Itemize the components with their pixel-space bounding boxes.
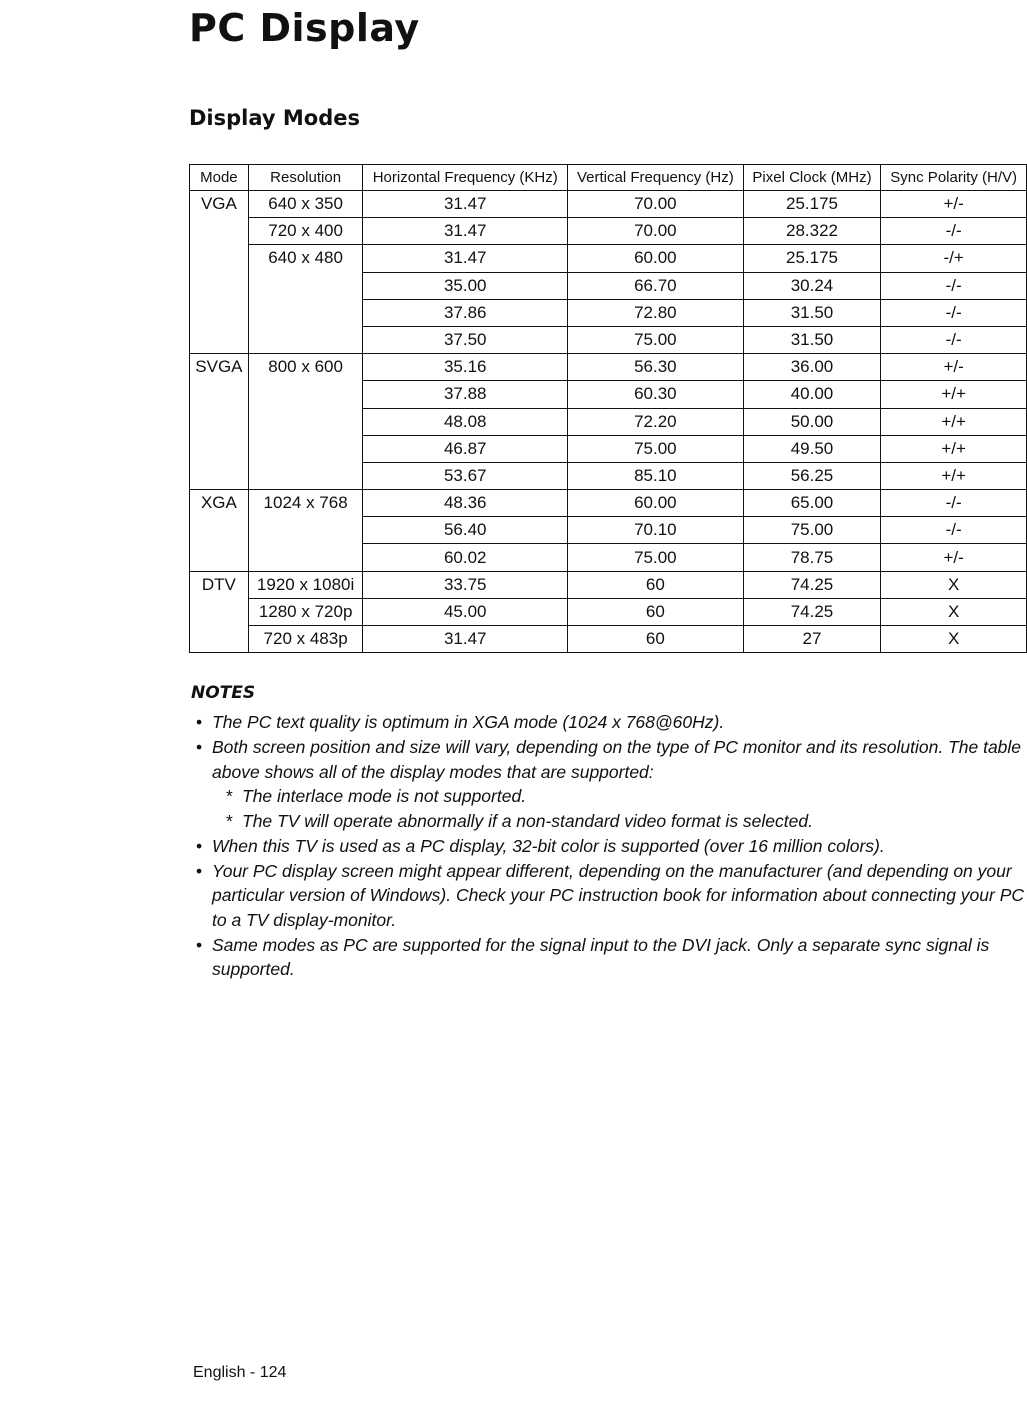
h-freq-cell: 37.50 <box>363 326 568 353</box>
sync-polarity-cell: +/- <box>881 191 1027 218</box>
header-horizontal-frequency: Horizontal Frequency (KHz) <box>363 165 568 191</box>
h-freq-cell: 35.00 <box>363 272 568 299</box>
sync-polarity-cell: -/+ <box>881 245 1027 272</box>
table-row <box>190 571 1027 598</box>
sync-polarity-cell: -/- <box>881 326 1027 353</box>
note-text: When this TV is used as a PC display, 32-bit color is supported (over 16 million colors). <box>212 835 885 856</box>
table-row <box>190 354 1027 381</box>
v-freq-cell: 75.00 <box>568 326 744 353</box>
v-freq-cell: 70.10 <box>568 517 744 544</box>
resolution-cell: 1024 x 768 <box>248 490 363 572</box>
note-subitem <box>226 809 1026 834</box>
pixel-clock-cell: 40.00 <box>743 381 881 408</box>
h-freq-cell: 46.87 <box>363 435 568 462</box>
sync-polarity-cell: -/- <box>881 272 1027 299</box>
mode-cell: XGA <box>190 490 249 572</box>
v-freq-cell: 60 <box>568 571 744 598</box>
header-pixel-clock: Pixel Clock (MHz) <box>743 165 881 191</box>
notes-list <box>196 710 1026 982</box>
sync-polarity-cell: +/+ <box>881 408 1027 435</box>
pixel-clock-cell: 49.50 <box>743 435 881 462</box>
pixel-clock-cell: 31.50 <box>743 326 881 353</box>
resolution-cell: 800 x 600 <box>248 354 363 490</box>
note-text: Same modes as PC are supported for the signal input to the DVI jack. Only a separate sync signal is supported. <box>212 934 990 979</box>
h-freq-cell: 60.02 <box>363 544 568 571</box>
v-freq-cell: 60.00 <box>568 490 744 517</box>
resolution-cell: 640 x 480 <box>248 245 363 354</box>
resolution-cell: 720 x 483p <box>248 626 363 653</box>
note-text: The PC text quality is optimum in XGA mode (1024 x 768@60Hz). <box>212 712 725 732</box>
pixel-clock-cell: 30.24 <box>743 272 881 299</box>
h-freq-cell: 31.47 <box>363 218 568 245</box>
sync-polarity-cell: -/- <box>881 490 1027 517</box>
page-title: PC Display <box>189 6 420 50</box>
note-item <box>196 933 1026 982</box>
sync-polarity-cell: -/- <box>881 517 1027 544</box>
pixel-clock-cell: 36.00 <box>743 354 881 381</box>
note-subitem <box>226 784 1026 809</box>
table-row <box>190 245 1027 272</box>
sync-polarity-cell: X <box>881 626 1027 653</box>
h-freq-cell: 45.00 <box>363 598 568 625</box>
section-title: Display Modes <box>189 106 360 130</box>
table-row <box>190 490 1027 517</box>
resolution-cell: 720 x 400 <box>248 218 363 245</box>
h-freq-cell: 37.86 <box>363 299 568 326</box>
note-text: Both screen position and size will vary, depending on the type of PC monitor and its resolution. The table above shows all of the display modes that are supported: <box>212 737 1022 782</box>
sync-polarity-cell: -/- <box>881 218 1027 245</box>
header-vertical-frequency: Vertical Frequency (Hz) <box>568 165 744 191</box>
sync-polarity-cell: X <box>881 571 1027 598</box>
header-sync-polarity: Sync Polarity (H/V) <box>881 165 1027 191</box>
note-sublist <box>212 784 1026 833</box>
notes-heading: NOTES <box>191 683 256 703</box>
v-freq-cell: 60 <box>568 598 744 625</box>
table-row <box>190 218 1027 245</box>
pixel-clock-cell: 28.322 <box>743 218 881 245</box>
h-freq-cell: 48.36 <box>363 490 568 517</box>
h-freq-cell: 48.08 <box>363 408 568 435</box>
pixel-clock-cell: 56.25 <box>743 462 881 489</box>
note-item <box>196 710 1026 735</box>
note-subitem-text: The TV will operate abnormally if a non-standard video format is selected. <box>242 810 813 831</box>
pixel-clock-cell: 50.00 <box>743 408 881 435</box>
h-freq-cell: 33.75 <box>363 571 568 598</box>
pixel-clock-cell: 25.175 <box>743 245 881 272</box>
v-freq-cell: 75.00 <box>568 544 744 571</box>
sync-polarity-cell: +/- <box>881 544 1027 571</box>
mode-cell: DTV <box>190 571 249 653</box>
note-item <box>196 735 1026 833</box>
v-freq-cell: 60.30 <box>568 381 744 408</box>
sync-polarity-cell: +/+ <box>881 381 1027 408</box>
resolution-cell: 1920 x 1080i <box>248 571 363 598</box>
v-freq-cell: 75.00 <box>568 435 744 462</box>
display-modes-table <box>189 164 1027 653</box>
header-mode: Mode <box>190 165 249 191</box>
v-freq-cell: 85.10 <box>568 462 744 489</box>
sync-polarity-cell: +/+ <box>881 435 1027 462</box>
pixel-clock-cell: 27 <box>743 626 881 653</box>
note-text: Your PC display screen might appear different, depending on the manufacturer (and depending on your particular version of Windows). Check your PC instruction book for information about connecting your PC to a TV display-monitor. <box>212 860 1025 930</box>
h-freq-cell: 56.40 <box>363 517 568 544</box>
v-freq-cell: 60.00 <box>568 245 744 272</box>
h-freq-cell: 35.16 <box>363 354 568 381</box>
pixel-clock-cell: 31.50 <box>743 299 881 326</box>
table-header-row <box>190 165 1027 191</box>
resolution-cell: 1280 x 720p <box>248 598 363 625</box>
mode-cell: VGA <box>190 191 249 354</box>
v-freq-cell: 70.00 <box>568 191 744 218</box>
note-item <box>196 859 1026 933</box>
pixel-clock-cell: 74.25 <box>743 598 881 625</box>
table-row <box>190 598 1027 625</box>
resolution-cell: 640 x 350 <box>248 191 363 218</box>
table-row <box>190 626 1027 653</box>
pixel-clock-cell: 78.75 <box>743 544 881 571</box>
page-footer: English - 124 <box>193 1364 287 1381</box>
mode-cell: SVGA <box>190 354 249 490</box>
sync-polarity-cell: +/+ <box>881 462 1027 489</box>
sync-polarity-cell: -/- <box>881 299 1027 326</box>
h-freq-cell: 31.47 <box>363 191 568 218</box>
pixel-clock-cell: 75.00 <box>743 517 881 544</box>
h-freq-cell: 37.88 <box>363 381 568 408</box>
pixel-clock-cell: 74.25 <box>743 571 881 598</box>
header-resolution: Resolution <box>248 165 363 191</box>
sync-polarity-cell: +/- <box>881 354 1027 381</box>
v-freq-cell: 56.30 <box>568 354 744 381</box>
h-freq-cell: 31.47 <box>363 626 568 653</box>
note-subitem-text: The interlace mode is not supported. <box>242 786 527 806</box>
v-freq-cell: 72.20 <box>568 408 744 435</box>
v-freq-cell: 72.80 <box>568 299 744 326</box>
h-freq-cell: 53.67 <box>363 462 568 489</box>
sync-polarity-cell: X <box>881 598 1027 625</box>
table-row <box>190 191 1027 218</box>
v-freq-cell: 70.00 <box>568 218 744 245</box>
v-freq-cell: 66.70 <box>568 272 744 299</box>
h-freq-cell: 31.47 <box>363 245 568 272</box>
note-item <box>196 834 1026 859</box>
v-freq-cell: 60 <box>568 626 744 653</box>
pixel-clock-cell: 65.00 <box>743 490 881 517</box>
pixel-clock-cell: 25.175 <box>743 191 881 218</box>
